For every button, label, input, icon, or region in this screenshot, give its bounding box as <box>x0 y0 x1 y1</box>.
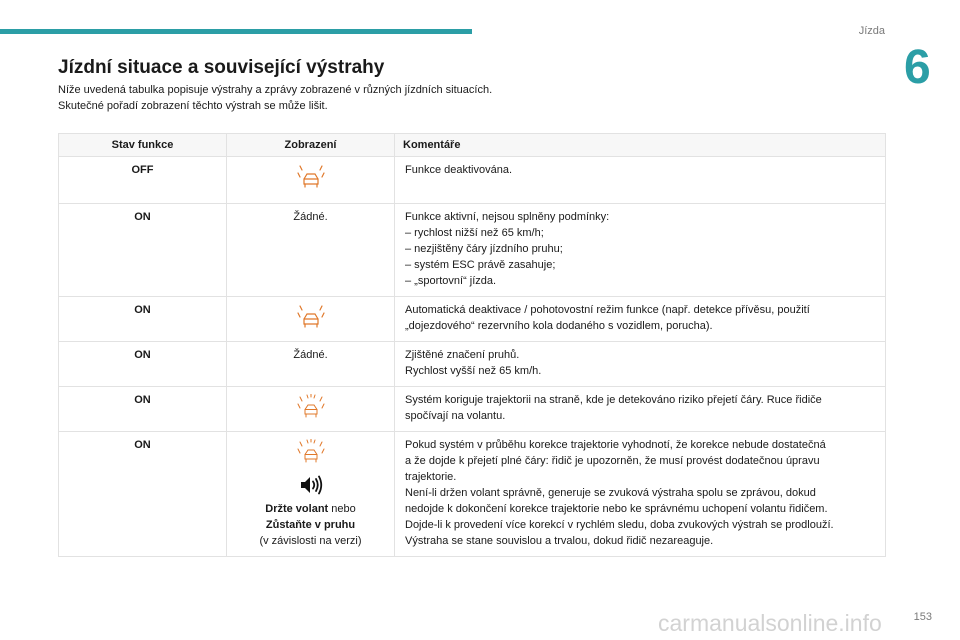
comment-line: Zjištěné značení pruhů. <box>405 349 520 361</box>
intro-text <box>58 82 492 114</box>
comment-line: trajektorie. <box>405 471 457 483</box>
table-row <box>59 342 886 387</box>
comment-line: – „sportovní“ jízda. <box>405 275 497 287</box>
alerts-table <box>58 133 886 557</box>
display-cell <box>227 157 395 204</box>
chapter-name: Jízda <box>858 25 885 37</box>
display-cell <box>227 297 395 342</box>
status-cell: ON <box>59 387 227 432</box>
display-cell <box>227 432 395 557</box>
comment-line: Rychlost vyšší než 65 km/h. <box>405 365 542 377</box>
status-cell: OFF <box>59 157 227 204</box>
table-row <box>59 157 886 204</box>
comment-line: Pokud systém v průběhu korekce trajektorie vyhodnotí, že korekce nebude dostatečná <box>405 439 826 451</box>
comment-line: Dojde-li k provedení více korekcí v rychlém sledu, doba zvukových výstrah se prodlouží. <box>405 519 834 531</box>
comment-line: Není-li držen volant správně, generuje se zvuková výstraha spolu se zprávou, dokud <box>405 487 816 499</box>
caption-hold-wheel: Držte volant <box>265 503 329 515</box>
watermark: carmanualsonline.info <box>658 610 882 636</box>
comments-cell <box>395 157 886 204</box>
comment-line: Funkce aktivní, nejsou splněny podmínky: <box>405 211 610 223</box>
table-row <box>59 387 886 432</box>
comments-cell <box>395 342 886 387</box>
comment-line: spočívají na volantu. <box>405 410 506 422</box>
column-header-display: Zobrazení <box>227 134 395 157</box>
comment-line: – systém ESC právě zasahuje; <box>405 259 556 271</box>
lane-departure-flashing-orange-icon <box>296 394 326 420</box>
header-accent-bar <box>0 29 472 34</box>
comments-cell <box>395 432 886 557</box>
lane-departure-flashing-orange-icon <box>296 439 326 465</box>
caption-stay-in-lane: Zůstaňte v pruhu <box>265 519 356 531</box>
table-header-row <box>59 134 886 157</box>
chapter-number: 6 <box>904 41 931 94</box>
display-cell: Žádné. <box>227 204 395 297</box>
comment-line: Funkce deaktivována. <box>405 164 513 176</box>
comments-cell <box>395 387 886 432</box>
lane-departure-orange-icon <box>296 304 326 330</box>
column-header-comments: Komentáře <box>395 134 886 157</box>
comment-line: Výstraha se stane souvislou a trvalou, dokud řidič nezareaguje. <box>405 535 714 547</box>
lane-departure-grey-icon <box>296 164 326 190</box>
page-number: 153 <box>913 611 932 623</box>
comment-line: nedojde k dokončení korekce trajektorie nebo ke správnému uchopení volantu řidičem. <box>405 503 828 515</box>
caption-version-note: (v závislosti na verzi) <box>259 535 362 547</box>
table-row <box>59 204 886 297</box>
comments-cell <box>395 204 886 297</box>
comment-line: – nezjištěny čáry jízdního pruhu; <box>405 243 563 255</box>
intro-line: Níže uvedená tabulka popisuje výstrahy a zprávy zobrazené v různých jízdních situacích. <box>58 84 493 96</box>
table-row <box>59 297 886 342</box>
status-cell: ON <box>59 342 227 387</box>
column-header-status: Stav funkce <box>59 134 227 157</box>
page-title: Jízdní situace a související výstrahy <box>58 57 385 78</box>
table-row <box>59 432 886 557</box>
comment-line: „dojezdového“ rezervního kola dodaného s vozidlem, porucha). <box>405 320 713 332</box>
speaker-icon <box>299 475 323 495</box>
comment-line: a že dojde k přejetí plné čáry: řidič je upozorněn, že musí provést dodatečnou úpravu <box>405 455 820 467</box>
display-cell <box>227 387 395 432</box>
comments-cell <box>395 297 886 342</box>
comment-line: Automatická deaktivace / pohotovostní režim funkce (např. detekce přívěsu, použití <box>405 304 810 316</box>
display-caption <box>235 501 386 517</box>
display-cell: Žádné. <box>227 342 395 387</box>
status-cell: ON <box>59 432 227 557</box>
status-cell: ON <box>59 204 227 297</box>
status-cell: ON <box>59 297 227 342</box>
intro-line: Skutečné pořadí zobrazení těchto výstrah se může lišit. <box>58 100 328 112</box>
caption-or: nebo <box>328 503 356 515</box>
comment-line: Systém koriguje trajektorii na straně, kde je detekováno riziko přejetí čáry. Ruce řidiče <box>405 394 822 406</box>
comment-line: – rychlost nižší než 65 km/h; <box>405 227 544 239</box>
